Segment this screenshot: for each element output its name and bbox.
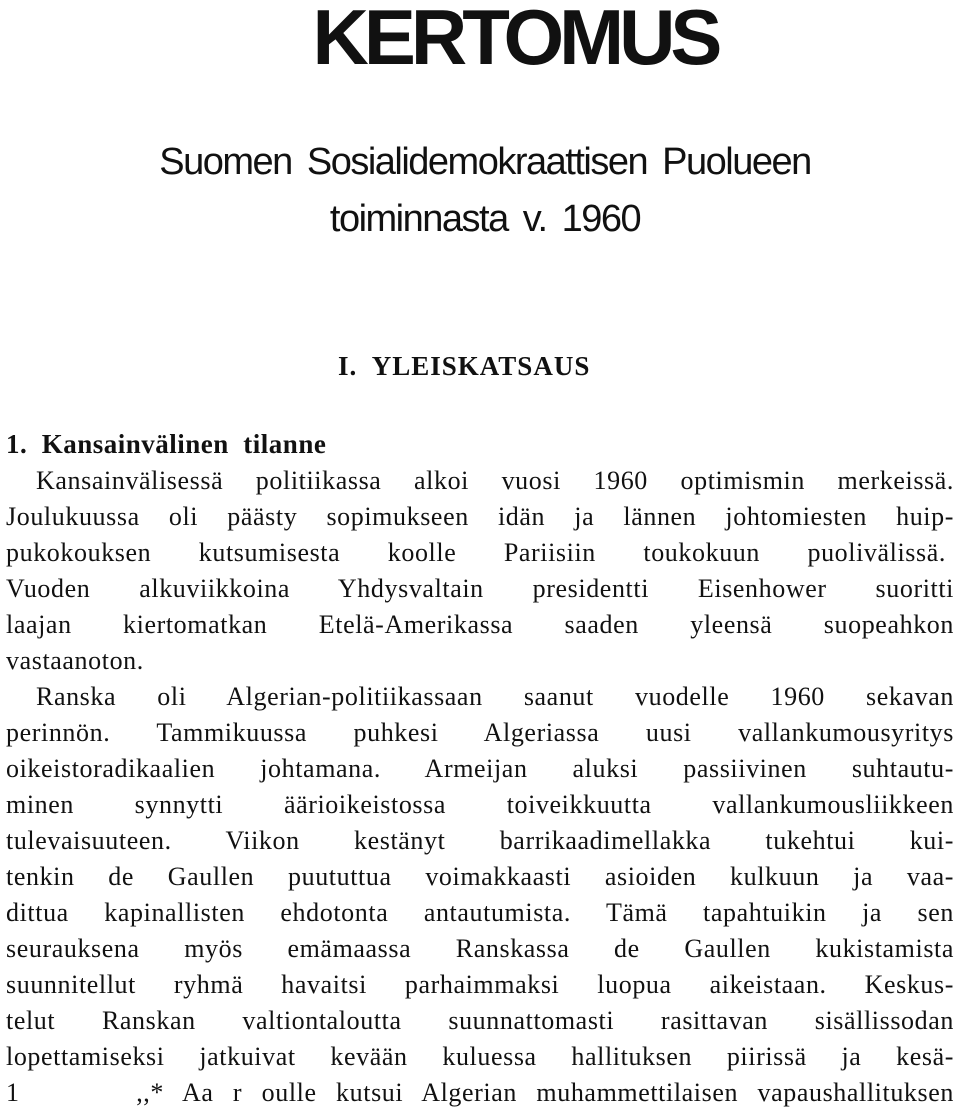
text-line: Vuoden alkuviikkoina Yhdysvaltain presidentti Eisenhower suoritti (6, 574, 954, 603)
text-line: seurauksena myös emämaassa Ranskassa de Gaullen kukistamista (6, 934, 954, 963)
text-line: 1 ,,* Aa r oulle kutsui Algerian muhammettilaisen vapaushallituksen (6, 1078, 954, 1107)
text-line: Joulukuussa oli päästy sopimukseen idän ja lännen johtomiesten huip- (6, 502, 954, 531)
sub-heading: 1. Kansainvälinen tilanne (6, 429, 327, 459)
text-line: telut Ranskan valtiontaloutta suunnattomasti rasittavan sisällissodan (6, 1006, 954, 1035)
text-line: perinnön. Tammikuussa puhkesi Algeriassa uusi vallankumousyritys (6, 718, 954, 747)
text-line: laajan kiertomatkan Etelä-Amerikassa saaden yleensä suopeahkon (6, 610, 954, 639)
text-line: pukokouksen kutsumisesta koolle Pariisiin toukokuun puolivälissä. (6, 538, 946, 567)
document-title: KERTOMUS (312, 0, 718, 81)
text-line: tulevaisuuteen. Viikon kestänyt barrikaadimellakka tukehtui kui- (6, 826, 954, 855)
text-line: minen synnytti äärioikeistossa toiveikkuutta vallankumousliikkeen (6, 790, 954, 819)
text-line: lopettamiseksi jatkuivat kevään kuluessa hallituksen piirissä ja kesä- (6, 1042, 954, 1071)
document-subtitle-line-1: Suomen Sosialidemokraattisen Puolueen (159, 141, 811, 183)
section-heading: I. YLEISKATSAUS (338, 351, 591, 381)
document-subtitle-line-2: toiminnasta v. 1960 (329, 198, 641, 240)
text-line: oikeistoradikaalien johtamana. Armeijan aluksi passiivinen suhtautu- (6, 754, 954, 783)
text-line: Kansainvälisessä politiikassa alkoi vuosi 1960 optimismin merkeissä. (36, 466, 954, 495)
text-line: suunnitellut ryhmä havaitsi parhaimmaksi luopua aikeistaan. Keskus- (6, 970, 954, 999)
text-line: dittua kapinallisten ehdotonta antautumista. Tämä tapahtuikin ja sen (6, 898, 954, 927)
text-line: Ranska oli Algerian-politiikassaan saanut vuodelle 1960 sekavan (36, 682, 954, 711)
text-line: vastaanoton. (6, 646, 144, 675)
body-text (6, 463, 954, 1111)
text-line: tenkin de Gaullen puututtua voimakkaasti asioiden kulkuun ja vaa- (6, 862, 954, 891)
